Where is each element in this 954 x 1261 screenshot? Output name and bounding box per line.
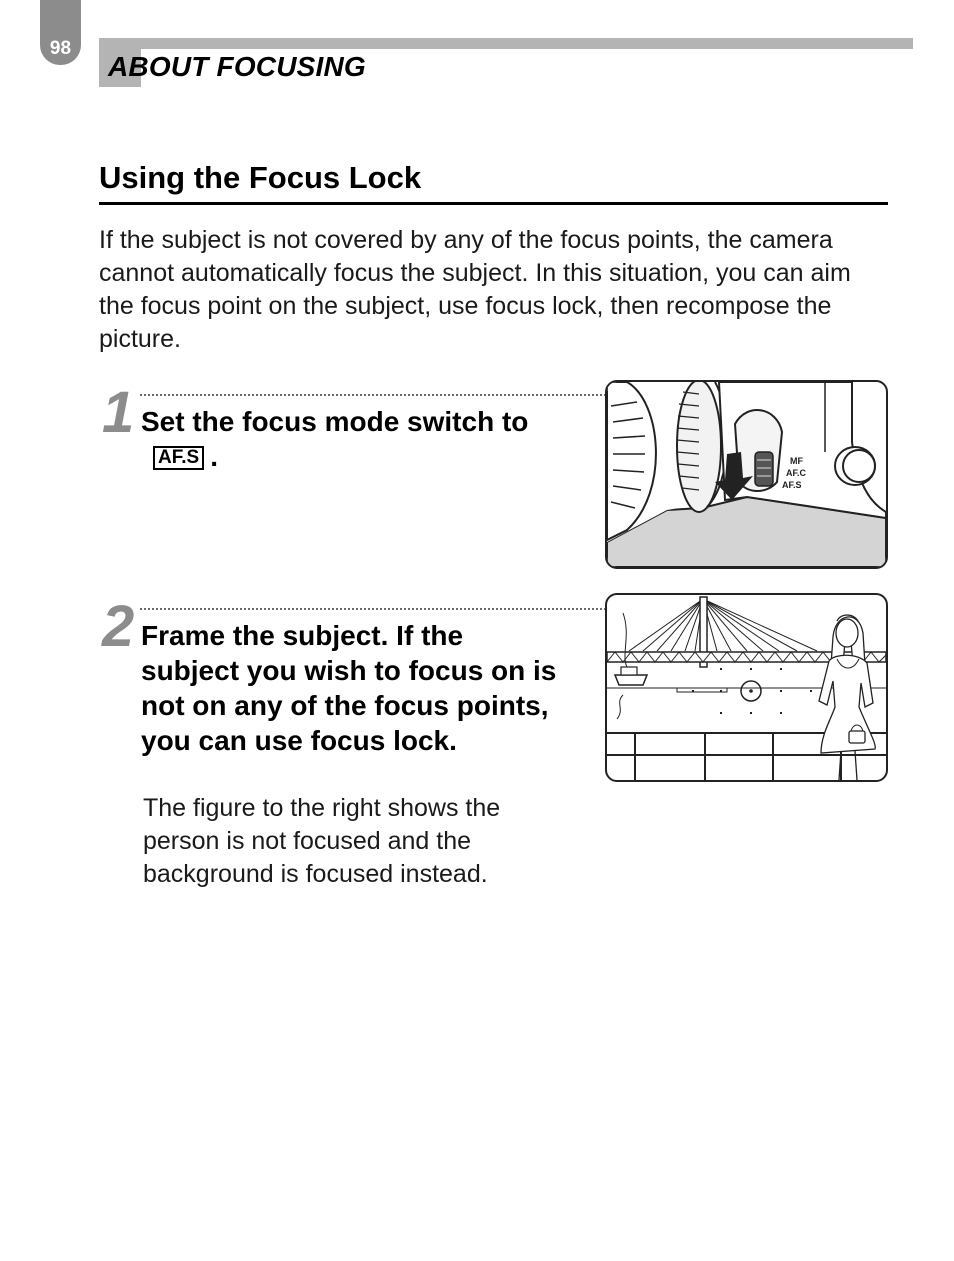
step-2-divider bbox=[140, 608, 606, 610]
page-number: 98 bbox=[49, 38, 72, 59]
mf-label: MF bbox=[790, 456, 803, 466]
step-1-text: Set the focus mode switch to bbox=[141, 406, 529, 437]
title-rule bbox=[99, 202, 888, 205]
section-title: ABOUT FOCUSING bbox=[108, 51, 366, 82]
intro-paragraph: If the subject is not covered by any of the focus points, the camera cannot automatically focus the subject. In this situation, you can aim the focus point on the subject, use focus lock, then recompose the picture. bbox=[99, 226, 851, 353]
step-2-note: The figure to the right shows the person is not focused and the background is focused instead. bbox=[143, 794, 501, 888]
step-1-divider bbox=[140, 394, 606, 396]
step-2-number: 2 bbox=[102, 594, 135, 659]
step-1-number: 1 bbox=[102, 380, 135, 445]
af-s-mode-badge: AF.S bbox=[153, 446, 204, 470]
step-2-instruction: Frame the subject. If the subject you wish to focus on is not on any of the focus points, you can use focus lock. bbox=[141, 620, 557, 756]
step-1-period: . bbox=[210, 441, 218, 472]
page-number-tab bbox=[40, 0, 81, 65]
afs-label: AF.S bbox=[782, 480, 802, 490]
header-bar bbox=[99, 38, 913, 49]
step-1-instruction bbox=[141, 404, 541, 474]
page-title: Using the Focus Lock bbox=[99, 160, 422, 195]
afc-label: AF.C bbox=[786, 468, 806, 478]
camera-focus-switch-illustration bbox=[605, 380, 888, 569]
viewfinder-scene-illustration bbox=[605, 593, 888, 782]
